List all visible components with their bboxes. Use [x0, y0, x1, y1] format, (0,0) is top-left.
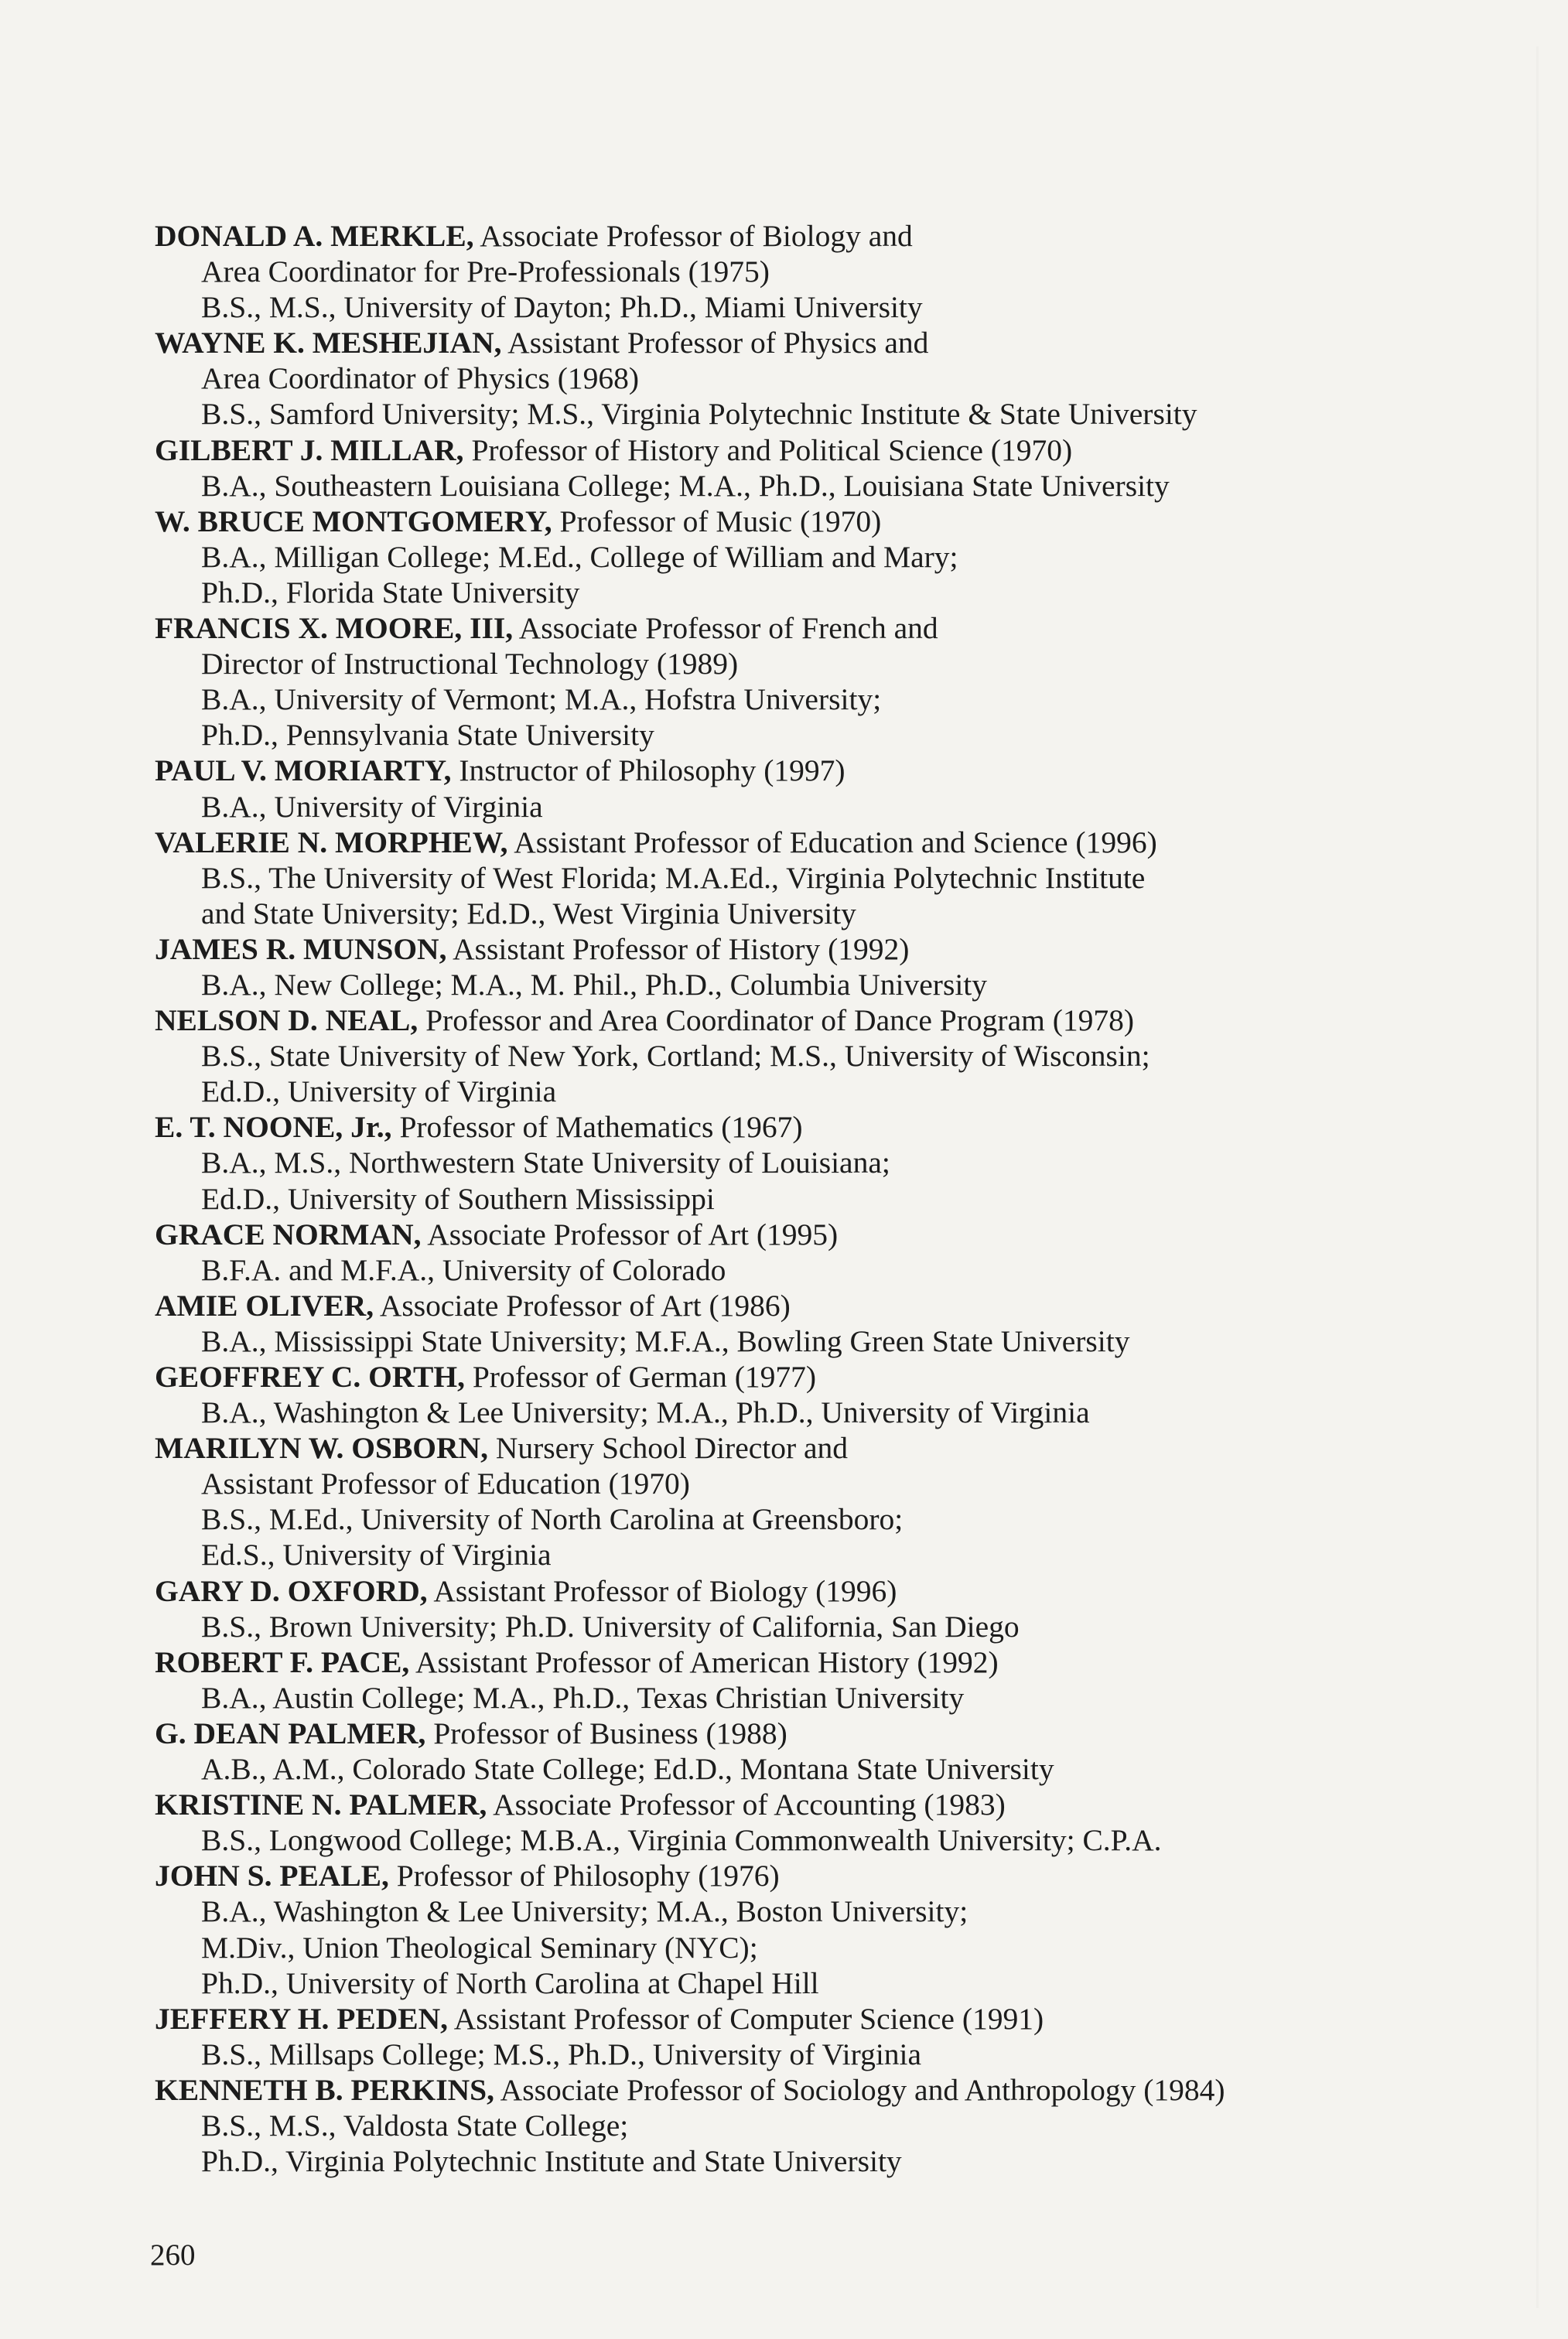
faculty-name: G. DEAN PALMER, [155, 1716, 426, 1750]
faculty-detail-line: Ph.D., Pennsylvania State University [201, 718, 654, 753]
faculty-name: W. BRUCE MONTGOMERY, [155, 504, 552, 538]
faculty-detail-line: M.Div., Union Theological Seminary (NYC); [201, 1930, 758, 1965]
faculty-title: Associate Professor of Biology and [473, 219, 913, 253]
faculty-name: JAMES R. MUNSON, [155, 931, 447, 966]
faculty-entry [155, 1359, 1423, 1430]
entry-heading [155, 1109, 1423, 1145]
faculty-detail-line: and State University; Ed.D., West Virginia University [201, 896, 856, 930]
faculty-name: E. T. NOONE, Jr., [155, 1110, 392, 1145]
faculty-detail-line: B.S., M.Ed., University of North Carolina at Greensboro; [201, 1502, 904, 1537]
faculty-name: GRACE NORMAN, [155, 1217, 422, 1251]
faculty-entry [155, 2001, 1423, 2072]
entry-heading [155, 1573, 1423, 1609]
faculty-name: GILBERT J. MILLAR, [155, 432, 464, 467]
faculty-title: Assistant Professor of Education and Science (1996) [507, 825, 1157, 859]
entry-heading [155, 2072, 1423, 2108]
faculty-entry [155, 1787, 1423, 1858]
entry-heading [155, 753, 1423, 788]
faculty-name: FRANCIS X. MOORE, III, [155, 611, 514, 646]
faculty-entry [155, 1858, 1423, 2000]
faculty-detail-line: B.A., Mississippi State University; M.F.A., Bowling Green State University [201, 1323, 1130, 1358]
faculty-entry [155, 218, 1423, 325]
faculty-title: Associate Professor of French and [513, 611, 938, 646]
faculty-title: Nursery School Director and [487, 1431, 849, 1466]
faculty-title: Professor of Business (1988) [425, 1716, 787, 1750]
faculty-detail-line: B.F.A. and M.F.A., University of Colorado [201, 1252, 726, 1287]
faculty-detail-line: Ph.D., Florida State University [201, 575, 580, 610]
faculty-entry [155, 1288, 1423, 1359]
faculty-detail-line: Area Coordinator of Physics (1968) [201, 361, 640, 396]
entry-heading [155, 2001, 1423, 2037]
faculty-title: Professor and Area Coordinator of Dance Program (1978) [418, 1003, 1135, 1038]
faculty-entry [155, 432, 1423, 504]
entry-heading [155, 1644, 1423, 1680]
page-edge-shadow [1536, 46, 1539, 2308]
faculty-title: Assistant Professor of History (1992) [446, 931, 910, 966]
faculty-detail-line: B.S., Millsaps College; M.S., Ph.D., University of Virginia [201, 2037, 922, 2071]
faculty-directory [155, 218, 1423, 2179]
faculty-entry [155, 1644, 1423, 1716]
faculty-detail-line: B.A., Washington & Lee University; M.A., Ph.D., University of Virginia [201, 1395, 1090, 1430]
faculty-entry [155, 931, 1423, 1002]
faculty-detail-line: Ed.D., University of Southern Mississippi [201, 1181, 715, 1216]
entry-heading [155, 1787, 1423, 1822]
faculty-detail-line: B.S., Longwood College; M.B.A., Virginia Commonwealth University; C.P.A. [201, 1823, 1162, 1858]
faculty-detail-line: Ph.D., University of North Carolina at Chapel Hill [201, 1965, 819, 2000]
faculty-detail-line: Area Coordinator for Pre-Professionals (1975) [201, 254, 770, 289]
faculty-detail-line: B.A., University of Vermont; M.A., Hofstra University; [201, 682, 882, 717]
entry-heading [155, 432, 1423, 468]
faculty-title: Instructor of Philosophy (1997) [451, 753, 845, 788]
faculty-name: MARILYN W. OSBORN, [155, 1431, 488, 1466]
faculty-name: WAYNE K. MESHEJIAN, [155, 326, 502, 360]
faculty-title: Associate Professor of Accounting (1983) [487, 1788, 1006, 1822]
entry-heading [155, 931, 1423, 967]
faculty-title: Assistant Professor of Computer Science (1991) [448, 2001, 1044, 2036]
faculty-name: PAUL V. MORIARTY, [155, 753, 452, 788]
faculty-title: Assistant Professor of Physics and [501, 326, 929, 360]
entry-heading [155, 1858, 1423, 1893]
faculty-name: KRISTINE N. PALMER, [155, 1788, 487, 1822]
faculty-detail-line: Ph.D., Virginia Polytechnic Institute and State University [201, 2144, 902, 2179]
faculty-name: NELSON D. NEAL, [155, 1003, 418, 1038]
faculty-entry [155, 1217, 1423, 1288]
faculty-detail-line: Assistant Professor of Education (1970) [201, 1467, 690, 1501]
faculty-title: Professor of History and Political Science (1970) [463, 432, 1073, 467]
entry-heading [155, 1716, 1423, 1751]
entry-heading [155, 610, 1423, 646]
faculty-detail-line: Ed.S., University of Virginia [201, 1538, 552, 1572]
faculty-title: Associate Professor of Sociology and Anthropology (1984) [494, 2072, 1225, 2107]
faculty-detail-line: A.B., A.M., Colorado State College; Ed.D., Montana State University [201, 1752, 1054, 1787]
entry-heading [155, 1430, 1423, 1466]
faculty-detail-line: B.A., M.S., Northwestern State University of Louisiana; [201, 1146, 890, 1180]
faculty-detail-line: B.S., M.S., University of Dayton; Ph.D., Miami University [201, 290, 923, 325]
faculty-name: ROBERT F. PACE, [155, 1644, 410, 1679]
faculty-entry [155, 1430, 1423, 1572]
faculty-detail-line: B.A., University of Virginia [201, 789, 543, 824]
faculty-entry [155, 1573, 1423, 1644]
entry-heading [155, 825, 1423, 860]
faculty-name: VALERIE N. MORPHEW, [155, 825, 508, 859]
faculty-title: Professor of Philosophy (1976) [388, 1859, 780, 1893]
faculty-name: JEFFERY H. PEDEN, [155, 2001, 448, 2036]
faculty-entry [155, 1716, 1423, 1787]
faculty-title: Professor of Mathematics (1967) [391, 1110, 803, 1145]
faculty-detail-line: B.A., Milligan College; M.Ed., College of William and Mary; [201, 539, 958, 574]
faculty-entry [155, 610, 1423, 753]
faculty-title: Associate Professor of Art (1986) [374, 1288, 791, 1323]
faculty-title: Professor of Music (1970) [552, 504, 882, 538]
faculty-title: Associate Professor of Art (1995) [421, 1217, 839, 1251]
faculty-detail-line: B.S., Brown University; Ph.D. University of California, San Diego [201, 1609, 1020, 1644]
faculty-detail-line: B.A., Washington & Lee University; M.A., Boston University; [201, 1894, 968, 1929]
faculty-detail-line: B.A., Austin College; M.A., Ph.D., Texas Christian University [201, 1680, 965, 1715]
entry-heading [155, 218, 1423, 254]
faculty-name: AMIE OLIVER, [155, 1288, 374, 1323]
entry-heading [155, 325, 1423, 360]
entry-heading [155, 1002, 1423, 1038]
faculty-entry [155, 753, 1423, 824]
faculty-name: GARY D. OXFORD, [155, 1573, 428, 1608]
faculty-detail-line: Ed.D., University of Virginia [201, 1074, 557, 1109]
entry-heading [155, 1288, 1423, 1323]
faculty-entry [155, 325, 1423, 432]
faculty-title: Assistant Professor of American History (1992) [409, 1644, 999, 1679]
faculty-name: JOHN S. PEALE, [155, 1859, 389, 1893]
entry-heading [155, 504, 1423, 539]
faculty-entry [155, 825, 1423, 931]
faculty-detail-line: B.S., Samford University; M.S., Virginia Polytechnic Institute & State University [201, 397, 1197, 432]
faculty-name: KENNETH B. PERKINS, [155, 2072, 494, 2107]
page-number: 260 [150, 2238, 196, 2272]
faculty-entry [155, 504, 1423, 610]
entry-heading [155, 1359, 1423, 1395]
faculty-detail-line: B.S., M.S., Valdosta State College; [201, 2108, 629, 2143]
faculty-entry [155, 2072, 1423, 2179]
faculty-title: Assistant Professor of Biology (1996) [427, 1573, 897, 1608]
faculty-entry [155, 1002, 1423, 1109]
faculty-name: DONALD A. MERKLE, [155, 219, 474, 253]
faculty-detail-line: B.A., Southeastern Louisiana College; M.A., Ph.D., Louisiana State University [201, 468, 1170, 503]
faculty-entry [155, 1109, 1423, 1216]
faculty-detail-line: B.S., The University of West Florida; M.A.Ed., Virginia Polytechnic Institute [201, 860, 1146, 895]
faculty-title: Professor of German (1977) [464, 1360, 817, 1394]
faculty-detail-line: B.S., State University of New York, Cortland; M.S., University of Wisconsin; [201, 1039, 1150, 1074]
faculty-name: GEOFFREY C. ORTH, [155, 1360, 465, 1394]
entry-heading [155, 1217, 1423, 1252]
faculty-detail-line: Director of Instructional Technology (1989) [201, 647, 739, 681]
faculty-detail-line: B.A., New College; M.A., M. Phil., Ph.D., Columbia University [201, 967, 988, 1002]
